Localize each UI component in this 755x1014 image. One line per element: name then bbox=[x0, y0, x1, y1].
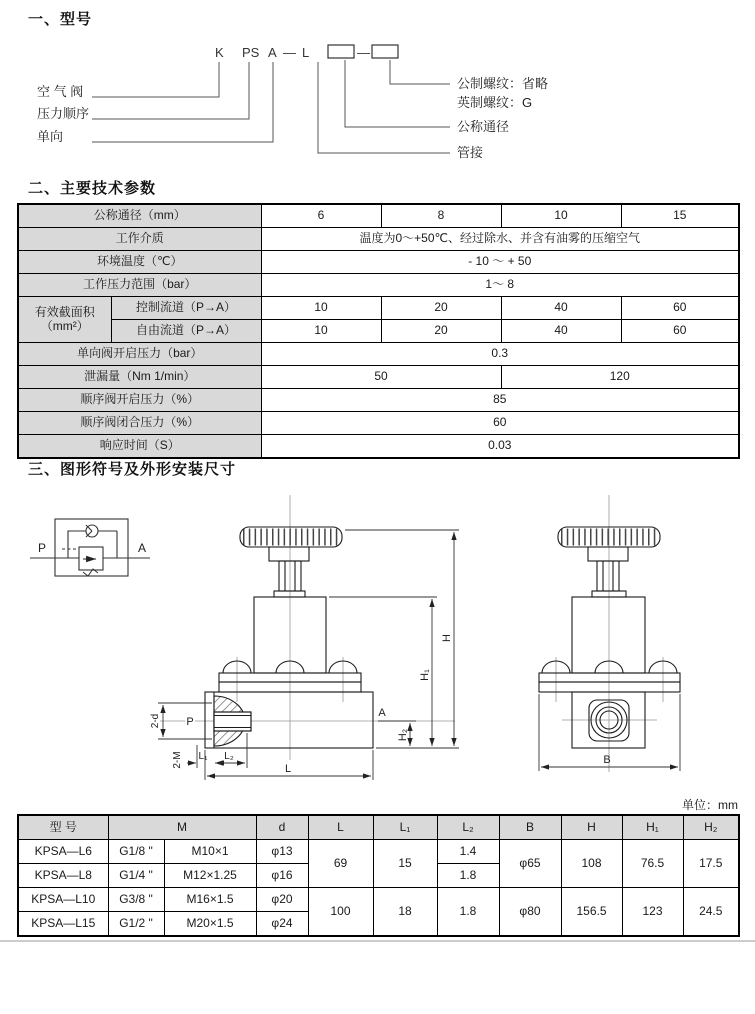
h1-cell: 76.5 bbox=[622, 840, 683, 888]
h2-cell: 17.5 bbox=[683, 840, 739, 888]
col-header-l1: L₁ bbox=[373, 815, 437, 840]
front-view-drawing bbox=[205, 527, 373, 748]
port-a-label: A bbox=[378, 707, 386, 719]
spec-row-label: 顺序阀闭合压力（%） bbox=[18, 412, 261, 435]
spec-sub-label: 自由流道（P→A） bbox=[111, 320, 261, 343]
m-cell: M12×1.25 bbox=[164, 864, 256, 888]
section-3-title: 三、图形符号及外形安装尺寸 bbox=[28, 461, 237, 478]
spec-value: 10 bbox=[501, 204, 621, 228]
code-label-imperial-thread: 英制螺纹：G bbox=[457, 95, 533, 110]
m-cell: M10×1 bbox=[164, 840, 256, 864]
port-bore bbox=[214, 712, 251, 731]
table-row bbox=[18, 389, 739, 412]
model-cell: KPSA—L8 bbox=[18, 864, 108, 888]
l-cell: 69 bbox=[308, 840, 373, 888]
b-cell: φ65 bbox=[499, 840, 561, 888]
spec-row-label: 工作压力范围（bar） bbox=[18, 274, 261, 297]
l2-cell: 1.8 bbox=[437, 864, 499, 888]
dim-label-h2: H₂ bbox=[397, 728, 409, 742]
d-cell: φ13 bbox=[256, 840, 308, 864]
spec-value: 15 bbox=[621, 204, 739, 228]
spec-value: 1～ 8 bbox=[261, 274, 739, 297]
dim-label-l1: L₁ bbox=[198, 751, 208, 762]
dim-label-2d: 2-d bbox=[150, 713, 161, 729]
d-cell: φ20 bbox=[256, 888, 308, 912]
spec-value: - 10 ～ + 50 bbox=[261, 251, 739, 274]
model-cell: KPSA—L15 bbox=[18, 912, 108, 937]
m-cell: M20×1.5 bbox=[164, 912, 256, 937]
table-row bbox=[18, 320, 739, 343]
col-header-l: L bbox=[308, 815, 373, 840]
table-row bbox=[18, 840, 739, 864]
spec-row-label: 公称通径（mm） bbox=[18, 204, 261, 228]
table-row bbox=[18, 366, 739, 389]
table-row bbox=[18, 435, 739, 459]
dim-label-h1: H₁ bbox=[419, 669, 431, 681]
dim-label-l: L bbox=[284, 763, 292, 775]
l2-cell: 1.4 bbox=[437, 840, 499, 864]
code-separator-2: — bbox=[357, 45, 370, 60]
spec-value: 6 bbox=[261, 204, 381, 228]
spec-value: 8 bbox=[381, 204, 501, 228]
spec-value: 40 bbox=[501, 297, 621, 320]
section-1-title: 一、型号 bbox=[28, 11, 93, 28]
h-cell: 156.5 bbox=[561, 888, 622, 937]
spec-value: 20 bbox=[381, 320, 501, 343]
spec-row-label: 环境温度（℃） bbox=[18, 251, 261, 274]
adjust-stem bbox=[597, 561, 619, 591]
symbol-port-p-label: P bbox=[38, 541, 47, 555]
spec-value: 10 bbox=[261, 297, 381, 320]
l1-cell: 18 bbox=[373, 888, 437, 937]
col-header-h: H bbox=[561, 815, 622, 840]
code-size-box bbox=[328, 45, 354, 58]
spec-value: 20 bbox=[381, 297, 501, 320]
code-part-ps: PS bbox=[242, 45, 260, 60]
section-2-title: 二、主要技术参数 bbox=[28, 180, 157, 197]
model-code-diagram bbox=[0, 30, 755, 175]
l-cell: 100 bbox=[308, 888, 373, 937]
spec-value: 温度为0～+50℃、经过除水、并含有油雾的压缩空气 bbox=[261, 228, 739, 251]
h2-cell: 24.5 bbox=[683, 888, 739, 937]
spec-table bbox=[17, 203, 740, 459]
dim-label-l2: L₂ bbox=[224, 751, 234, 762]
spec-sub-label: 控制流道（P→A） bbox=[111, 297, 261, 320]
col-header-model: 型 号 bbox=[18, 815, 108, 840]
thread-cell: G1/4 " bbox=[108, 864, 164, 888]
l1-cell: 15 bbox=[373, 840, 437, 888]
dimension-lines bbox=[158, 530, 680, 780]
side-view-drawing bbox=[539, 527, 680, 748]
b-cell: φ80 bbox=[499, 888, 561, 937]
h1-cell: 123 bbox=[622, 888, 683, 937]
symbol-port-a-label: A bbox=[138, 541, 147, 555]
col-header-m: M bbox=[108, 815, 256, 840]
spring-bonnet bbox=[572, 597, 645, 673]
l2-cell: 1.8 bbox=[437, 888, 499, 937]
spec-value: 40 bbox=[501, 320, 621, 343]
table-row bbox=[18, 204, 739, 228]
dimension-table bbox=[17, 814, 740, 937]
spec-value: 60 bbox=[621, 297, 739, 320]
table-row bbox=[18, 343, 739, 366]
spec-value: 60 bbox=[261, 412, 739, 435]
d-cell: φ24 bbox=[256, 912, 308, 937]
model-cell: KPSA—L6 bbox=[18, 840, 108, 864]
spec-group-line1: 有效截面积 bbox=[34, 304, 95, 319]
table-header-row bbox=[18, 815, 739, 840]
table-row bbox=[18, 888, 739, 912]
code-label-one-way: 单向 bbox=[37, 129, 64, 144]
dim-label-h: H bbox=[441, 634, 453, 642]
spec-value: 120 bbox=[501, 366, 739, 389]
code-part-l: L bbox=[302, 45, 310, 60]
unit-label: 单位：mm bbox=[682, 798, 738, 812]
outline-dimension-drawings bbox=[0, 480, 755, 798]
code-label-pressure-sequence: 压力顺序 bbox=[37, 106, 90, 121]
col-header-h2: H₂ bbox=[683, 815, 739, 840]
spec-row-label: 顺序阀开启压力（%） bbox=[18, 389, 261, 412]
spec-value: 0.03 bbox=[261, 435, 739, 459]
model-cell: KPSA—L10 bbox=[18, 888, 108, 912]
col-header-l2: L₂ bbox=[437, 815, 499, 840]
dim-label-2m: 2-M bbox=[172, 751, 183, 769]
spec-value: 0.3 bbox=[261, 343, 739, 366]
code-label-metric-thread: 公制螺纹：省略 bbox=[457, 76, 549, 91]
port-p-label: P bbox=[186, 716, 194, 728]
table-row bbox=[18, 297, 739, 320]
spec-row-label: 泄漏量（Nm 1/min） bbox=[18, 366, 261, 389]
code-label-pipe-connection: 管接 bbox=[457, 145, 484, 160]
thread-cell: G1/2 " bbox=[108, 912, 164, 937]
spec-value: 50 bbox=[261, 366, 501, 389]
table-row bbox=[18, 274, 739, 297]
flange-plate bbox=[539, 673, 680, 682]
knob-hub bbox=[269, 547, 309, 561]
dim-label-b: B bbox=[603, 754, 611, 766]
spec-group-label bbox=[18, 297, 111, 343]
code-label-nominal-diameter: 公称通径 bbox=[457, 119, 510, 134]
spec-group-line2: （mm²） bbox=[40, 318, 89, 333]
d-cell: φ16 bbox=[256, 864, 308, 888]
code-separator: — bbox=[283, 45, 296, 60]
table-row bbox=[18, 228, 739, 251]
code-label-air-valve: 空 气 阀 bbox=[37, 84, 84, 99]
thread-cell: G1/8 " bbox=[108, 840, 164, 864]
col-header-d: d bbox=[256, 815, 308, 840]
m-cell: M16×1.5 bbox=[164, 888, 256, 912]
spec-row-label: 工作介质 bbox=[18, 228, 261, 251]
code-part-k: K bbox=[215, 45, 224, 60]
page-bottom-divider bbox=[0, 940, 755, 942]
spec-row-label: 响应时间（S） bbox=[18, 435, 261, 459]
thread-cell: G3/8 " bbox=[108, 888, 164, 912]
table-row bbox=[18, 251, 739, 274]
spec-value: 10 bbox=[261, 320, 381, 343]
spec-value: 85 bbox=[261, 389, 739, 412]
table-row bbox=[18, 412, 739, 435]
pneumatic-symbol bbox=[30, 519, 150, 576]
h-cell: 108 bbox=[561, 840, 622, 888]
spec-value: 60 bbox=[621, 320, 739, 343]
code-thread-box bbox=[372, 45, 398, 58]
col-header-h1: H₁ bbox=[622, 815, 683, 840]
code-part-a: A bbox=[268, 45, 277, 60]
spec-row-label: 单向阀开启压力（bar） bbox=[18, 343, 261, 366]
knob-hub bbox=[588, 547, 628, 561]
code-connector-lines bbox=[92, 60, 450, 153]
col-header-b: B bbox=[499, 815, 561, 840]
